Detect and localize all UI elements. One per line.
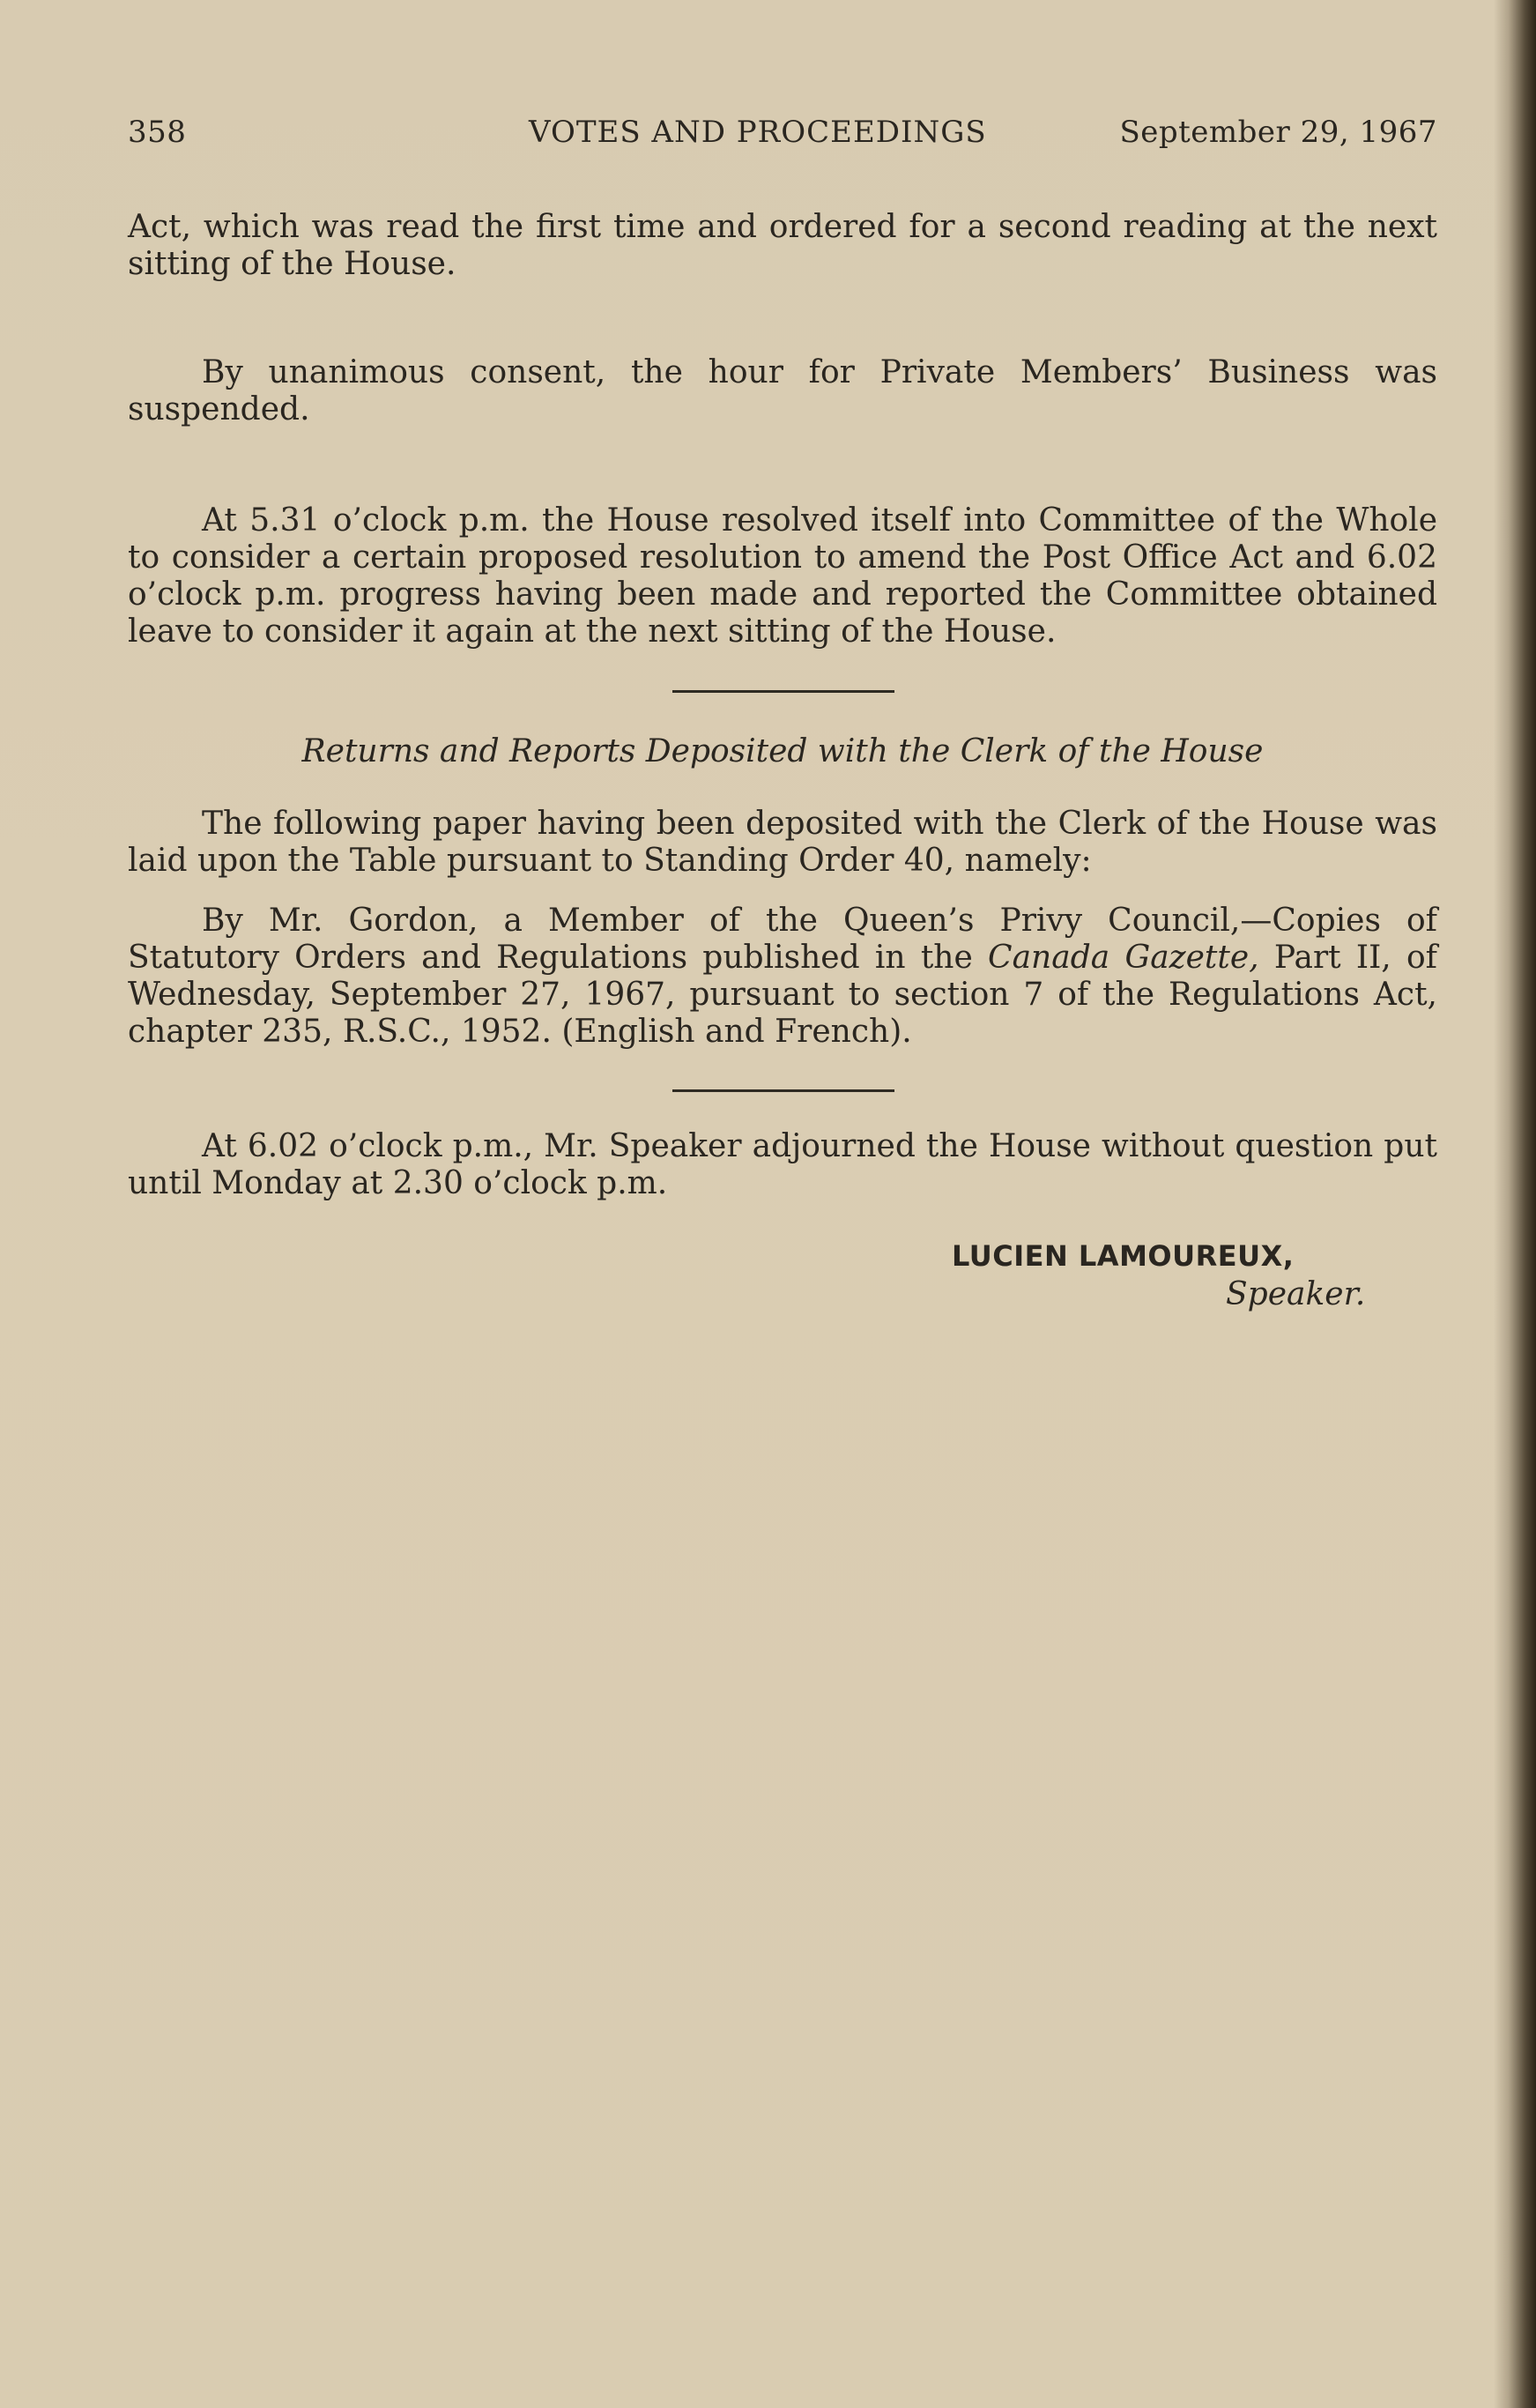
paragraph-paper-deposited: The following paper having been deposited with the Clerk of the House was laid upon the Table pursuant to Standing Order 40, namely: <box>128 806 1437 879</box>
speaker-title: Speaker. <box>1226 1276 1366 1312</box>
speaker-name: LUCIEN LAMOUREUX, <box>952 1239 1295 1273</box>
page-number: 358 <box>128 115 187 150</box>
paragraph-statutory-orders <box>128 903 1437 1051</box>
paragraph-first-reading: Act, which was read the first time and ordered for a second reading at the next sitting of the House. <box>128 209 1437 282</box>
paragraph-adjournment: At 6.02 o’clock p.m., Mr. Speaker adjourned the House without question put until Monday at 2.30 o’clock p.m. <box>128 1128 1437 1201</box>
statutory-orders-text-start: By Mr. Gordon, a Member of the Queen’s Privy Council,—Copies of Statutory Orders and Regulations published in the <box>128 903 1437 976</box>
paragraph-unanimous-consent: By unanimous consent, the hour for Private Members’ Business was suspended. <box>128 354 1437 427</box>
section-heading: Returns and Reports Deposited with the Clerk of the House <box>301 733 1264 769</box>
section-divider-2 <box>672 1089 894 1092</box>
header-title: VOTES AND PROCEEDINGS <box>529 115 987 150</box>
paragraph-committee-whole: At 5.31 o’clock p.m. the House resolved itself into Committee of the Whole to consider a certain proposed resolution to amend the Post Office Act and 6.02 o’clock p.m. progress having been made and reported the Committee obtained leave to consider it again at the next sitting of the House. <box>128 502 1437 650</box>
running-header <box>128 115 1437 155</box>
statutory-orders-text-end: Part II, of Wednesday, September 27, 1967, pursuant to section 7 of the Regulations Act, chapter 235, R.S.C., 1952. (English and French). <box>128 940 1437 1050</box>
canada-gazette-title: Canada Gazette, <box>988 940 1259 976</box>
page-binding-edge <box>1494 0 1536 2408</box>
section-divider <box>672 690 894 693</box>
header-date: September 29, 1967 <box>1119 115 1437 150</box>
